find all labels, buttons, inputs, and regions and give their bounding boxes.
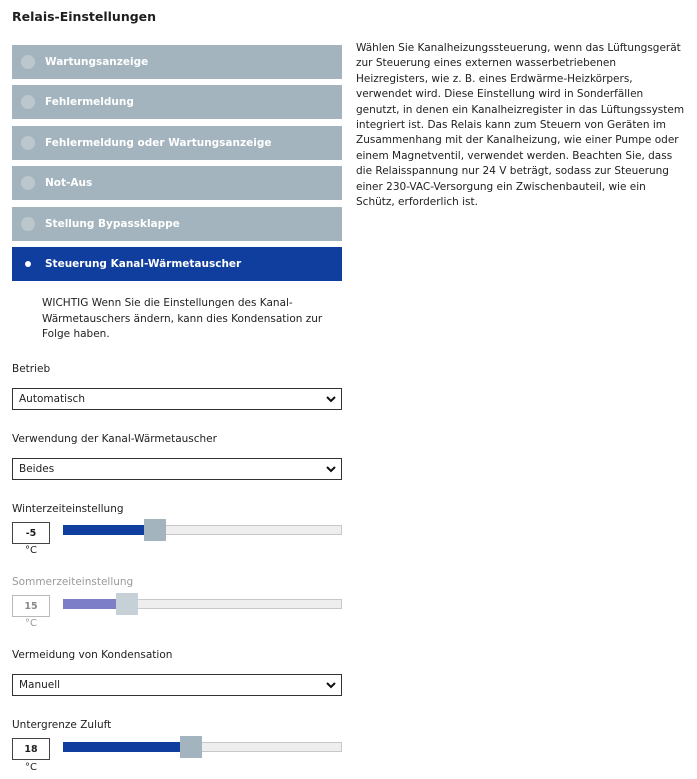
betrieb-select-value: Automatisch xyxy=(19,393,85,405)
relay-option-fehlermeldung-oder-wartungsanzeige[interactable] xyxy=(12,126,342,160)
kondensation-select[interactable] xyxy=(12,674,342,696)
zuluft-label: Untergrenze Zuluft xyxy=(12,719,112,731)
relay-option-steuerung-kanal-waermetauscher[interactable] xyxy=(12,247,342,281)
slider-fill xyxy=(63,742,181,752)
relay-option-label: Steuerung Kanal-Wärmetauscher xyxy=(45,257,242,270)
kondensation-select-value: Manuell xyxy=(19,679,61,691)
radio-dot-icon xyxy=(21,95,35,109)
slider-thumb xyxy=(116,593,138,615)
page-title: Relais-Einstellungen xyxy=(12,9,157,24)
winter-slider[interactable] xyxy=(63,519,342,541)
relay-option-label: Stellung Bypassklappe xyxy=(45,217,180,230)
description-text: Wählen Sie Kanalheizungssteuerung, wenn das Lüftungsgerät zur Steuerung eines externen wasserbetriebenen Heizregisters, wie z. B. eines Erdwärme-Heizkörpers, verwendet wird. Diese Einstellung wird in Sonderfällen genutzt, in denen ein Kanalheizregister in das Lüftungssystem integriert ist. Das Relais kann zum Steuern von Geräten im Zusammenhang mit der Kanalheizung, wie einer Pumpe oder einem Magnetventil, verwendet werden. Beachten Sie, dass die Relaisspannung nur 24 V beträgt, sodass zur Steuerung einer 230-VAC-Versorgung ein Zwischenbauteil, wie ein Schütz, erforderlich ist. xyxy=(356,42,685,209)
zuluft-unit: °C xyxy=(25,762,37,773)
relay-option-list xyxy=(12,45,342,287)
betrieb-label: Betrieb xyxy=(12,363,51,375)
winter-label: Winterzeiteinstellung xyxy=(12,503,124,515)
relay-option-label: Fehlermeldung oder Wartungsanzeige xyxy=(45,136,272,149)
relay-option-wartungsanzeige[interactable] xyxy=(12,45,342,79)
zuluft-value-input[interactable]: 18 xyxy=(12,738,50,760)
chevron-down-icon xyxy=(325,679,337,691)
sommer-slider xyxy=(63,593,342,615)
slider-fill xyxy=(63,525,145,535)
sommer-value-input: 15 xyxy=(12,595,50,617)
slider-thumb[interactable] xyxy=(144,519,166,541)
relay-option-label: Fehlermeldung xyxy=(45,96,134,109)
chevron-down-icon xyxy=(325,463,337,475)
verwendung-label: Verwendung der Kanal-Wärmetauscher xyxy=(12,433,217,445)
sommer-label: Sommerzeiteinstellung xyxy=(12,576,134,588)
betrieb-select[interactable] xyxy=(12,388,342,410)
warning-text: WICHTIG Wenn Sie die Einstellungen des Kanal-Wärmetauschers ändern, kann dies Kondensation zur Folge haben. xyxy=(42,297,323,340)
radio-dot-icon xyxy=(21,217,35,231)
chevron-down-icon xyxy=(325,393,337,405)
relay-option-stellung-bypassklappe[interactable] xyxy=(12,207,342,241)
radio-dot-icon xyxy=(21,55,35,69)
radio-dot-icon xyxy=(21,136,35,150)
winter-unit: °C xyxy=(25,545,37,556)
verwendung-select-value: Beides xyxy=(19,463,55,475)
radio-dot-icon xyxy=(21,257,35,271)
verwendung-select[interactable] xyxy=(12,458,342,480)
slider-fill xyxy=(63,599,117,609)
sommer-unit: °C xyxy=(25,618,37,629)
relay-option-fehlermeldung[interactable] xyxy=(12,85,342,119)
relay-option-not-aus[interactable] xyxy=(12,166,342,200)
winter-value-input[interactable]: -5 xyxy=(12,522,50,544)
relay-option-label: Not-Aus xyxy=(45,177,93,190)
radio-dot-icon xyxy=(21,176,35,190)
zuluft-slider[interactable] xyxy=(63,736,342,758)
kondensation-label: Vermeidung von Kondensation xyxy=(12,649,173,661)
slider-thumb[interactable] xyxy=(180,736,202,758)
relay-option-label: Wartungsanzeige xyxy=(45,56,149,68)
